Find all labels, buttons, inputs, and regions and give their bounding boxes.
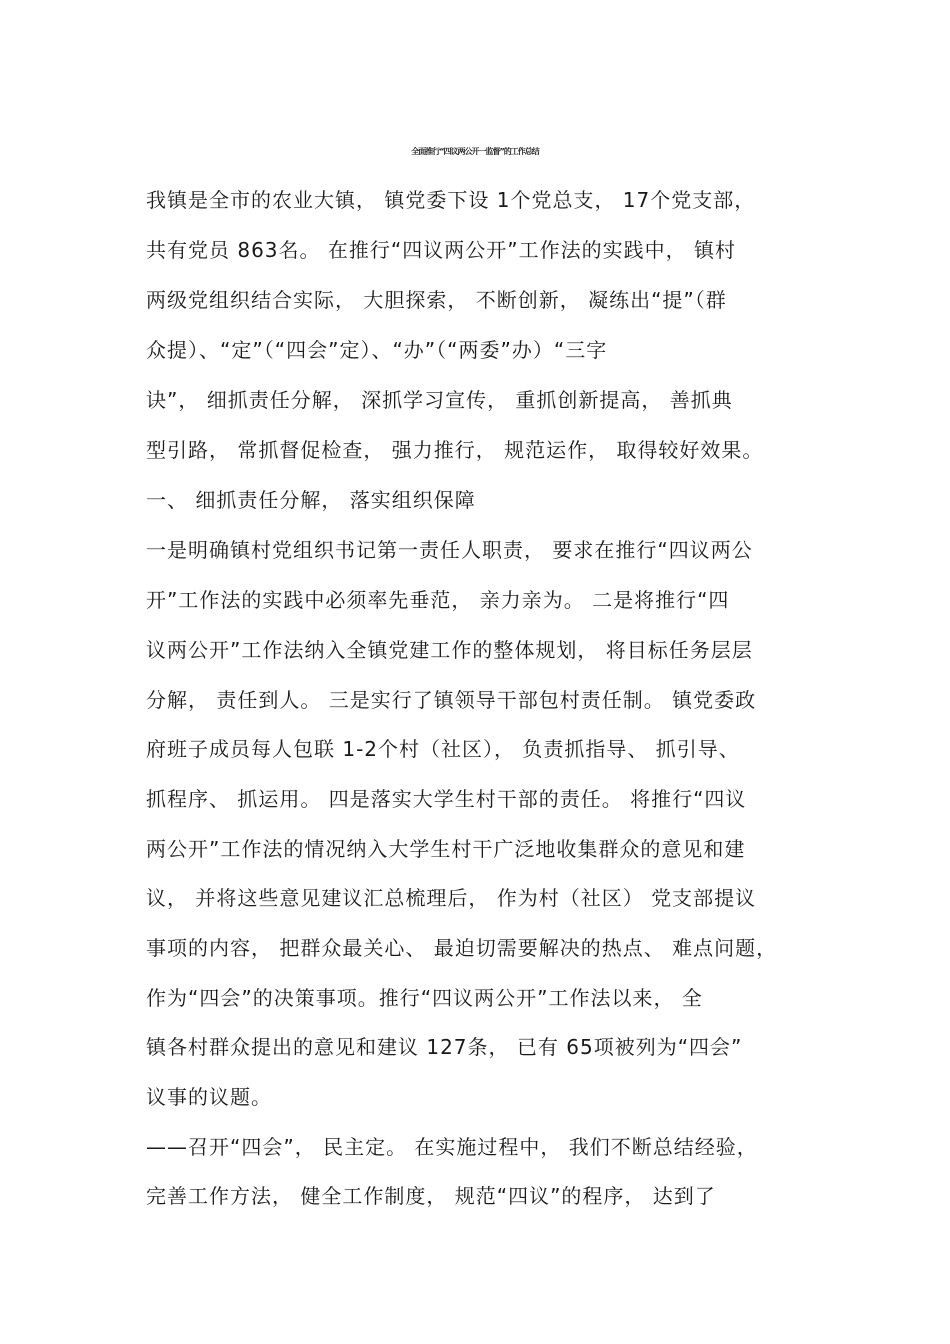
paragraph-line: 诀”， 细抓责任分解， 深抓学习宣传， 重抓创新提高， 善抓典 bbox=[146, 388, 733, 412]
paragraph-line: 两级党组织结合实际， 大胆探索， 不断创新， 凝练出“提”（群 bbox=[146, 288, 727, 312]
paragraph-line: 府班子成员每人包联 1-2个村（社区）， 负责抓指导、 抓引导、 bbox=[146, 737, 740, 761]
paragraph-line: 众提）、“定”（“四会”定）、“办”（“两委”办）“三字 bbox=[146, 338, 608, 362]
paragraph-line: ——召开“四会”， 民主定。 在实施过程中， 我们不断总结经验， bbox=[146, 1135, 758, 1159]
paragraph-line: 议， 并将这些意见建议汇总梳理后， 作为村（社区） 党支部提议 bbox=[146, 886, 757, 910]
paragraph-line: 型引路， 常抓督促检查， 强力推行， 规范运作， 取得较好效果。 bbox=[146, 438, 764, 462]
paragraph-line: 分解， 责任到人。 三是实行了镇领导干部包村责任制。 镇党委政 bbox=[146, 688, 757, 712]
paragraph-line: 事项的内容， 把群众最关心、 最迫切需要解决的热点、 难点问题， bbox=[146, 936, 778, 960]
paragraph-line: 共有党员 863名。 在推行“四议两公开”工作法的实践中， 镇村 bbox=[146, 238, 736, 262]
paragraph-line: 我镇是全市的农业大镇， 镇党委下设 1个党总支， 17个党支部， bbox=[146, 188, 756, 212]
paragraph-line: 两公开”工作法的情况纳入大学生村干广泛地收集群众的意见和建 bbox=[146, 837, 746, 861]
paragraph-line: 作为“四会”的决策事项。推行“四议两公开”工作法以来， 全 bbox=[146, 986, 703, 1010]
paragraph-line: 完善工作方法， 健全工作制度， 规范“四议”的程序， 达到了 bbox=[146, 1184, 716, 1208]
paragraph-line: 镇各村群众提出的意见和建议 127条， 已有 65项被列为“四会” bbox=[146, 1035, 743, 1059]
paragraph-line: 开”工作法的实践中必须率先垂范， 亲力亲为。 二是将推行“四 bbox=[146, 588, 730, 612]
paragraph-line: 议事的议题。 bbox=[146, 1085, 272, 1109]
paragraph-line: 一是明确镇村党组织书记第一责任人职责， 要求在推行“四议两公 bbox=[146, 538, 753, 562]
document-title: 全面推行“四议两公开一监督”的工作总结 bbox=[411, 147, 539, 156]
paragraph-line: 抓程序、 抓运用。 四是落实大学生村干部的责任。 将推行“四议 bbox=[146, 787, 747, 811]
paragraph-line: 议两公开”工作法纳入全镇党建工作的整体规划， 将目标任务层层 bbox=[146, 638, 753, 662]
section-heading: 一、 细抓责任分解， 落实组织保障 bbox=[146, 488, 476, 512]
